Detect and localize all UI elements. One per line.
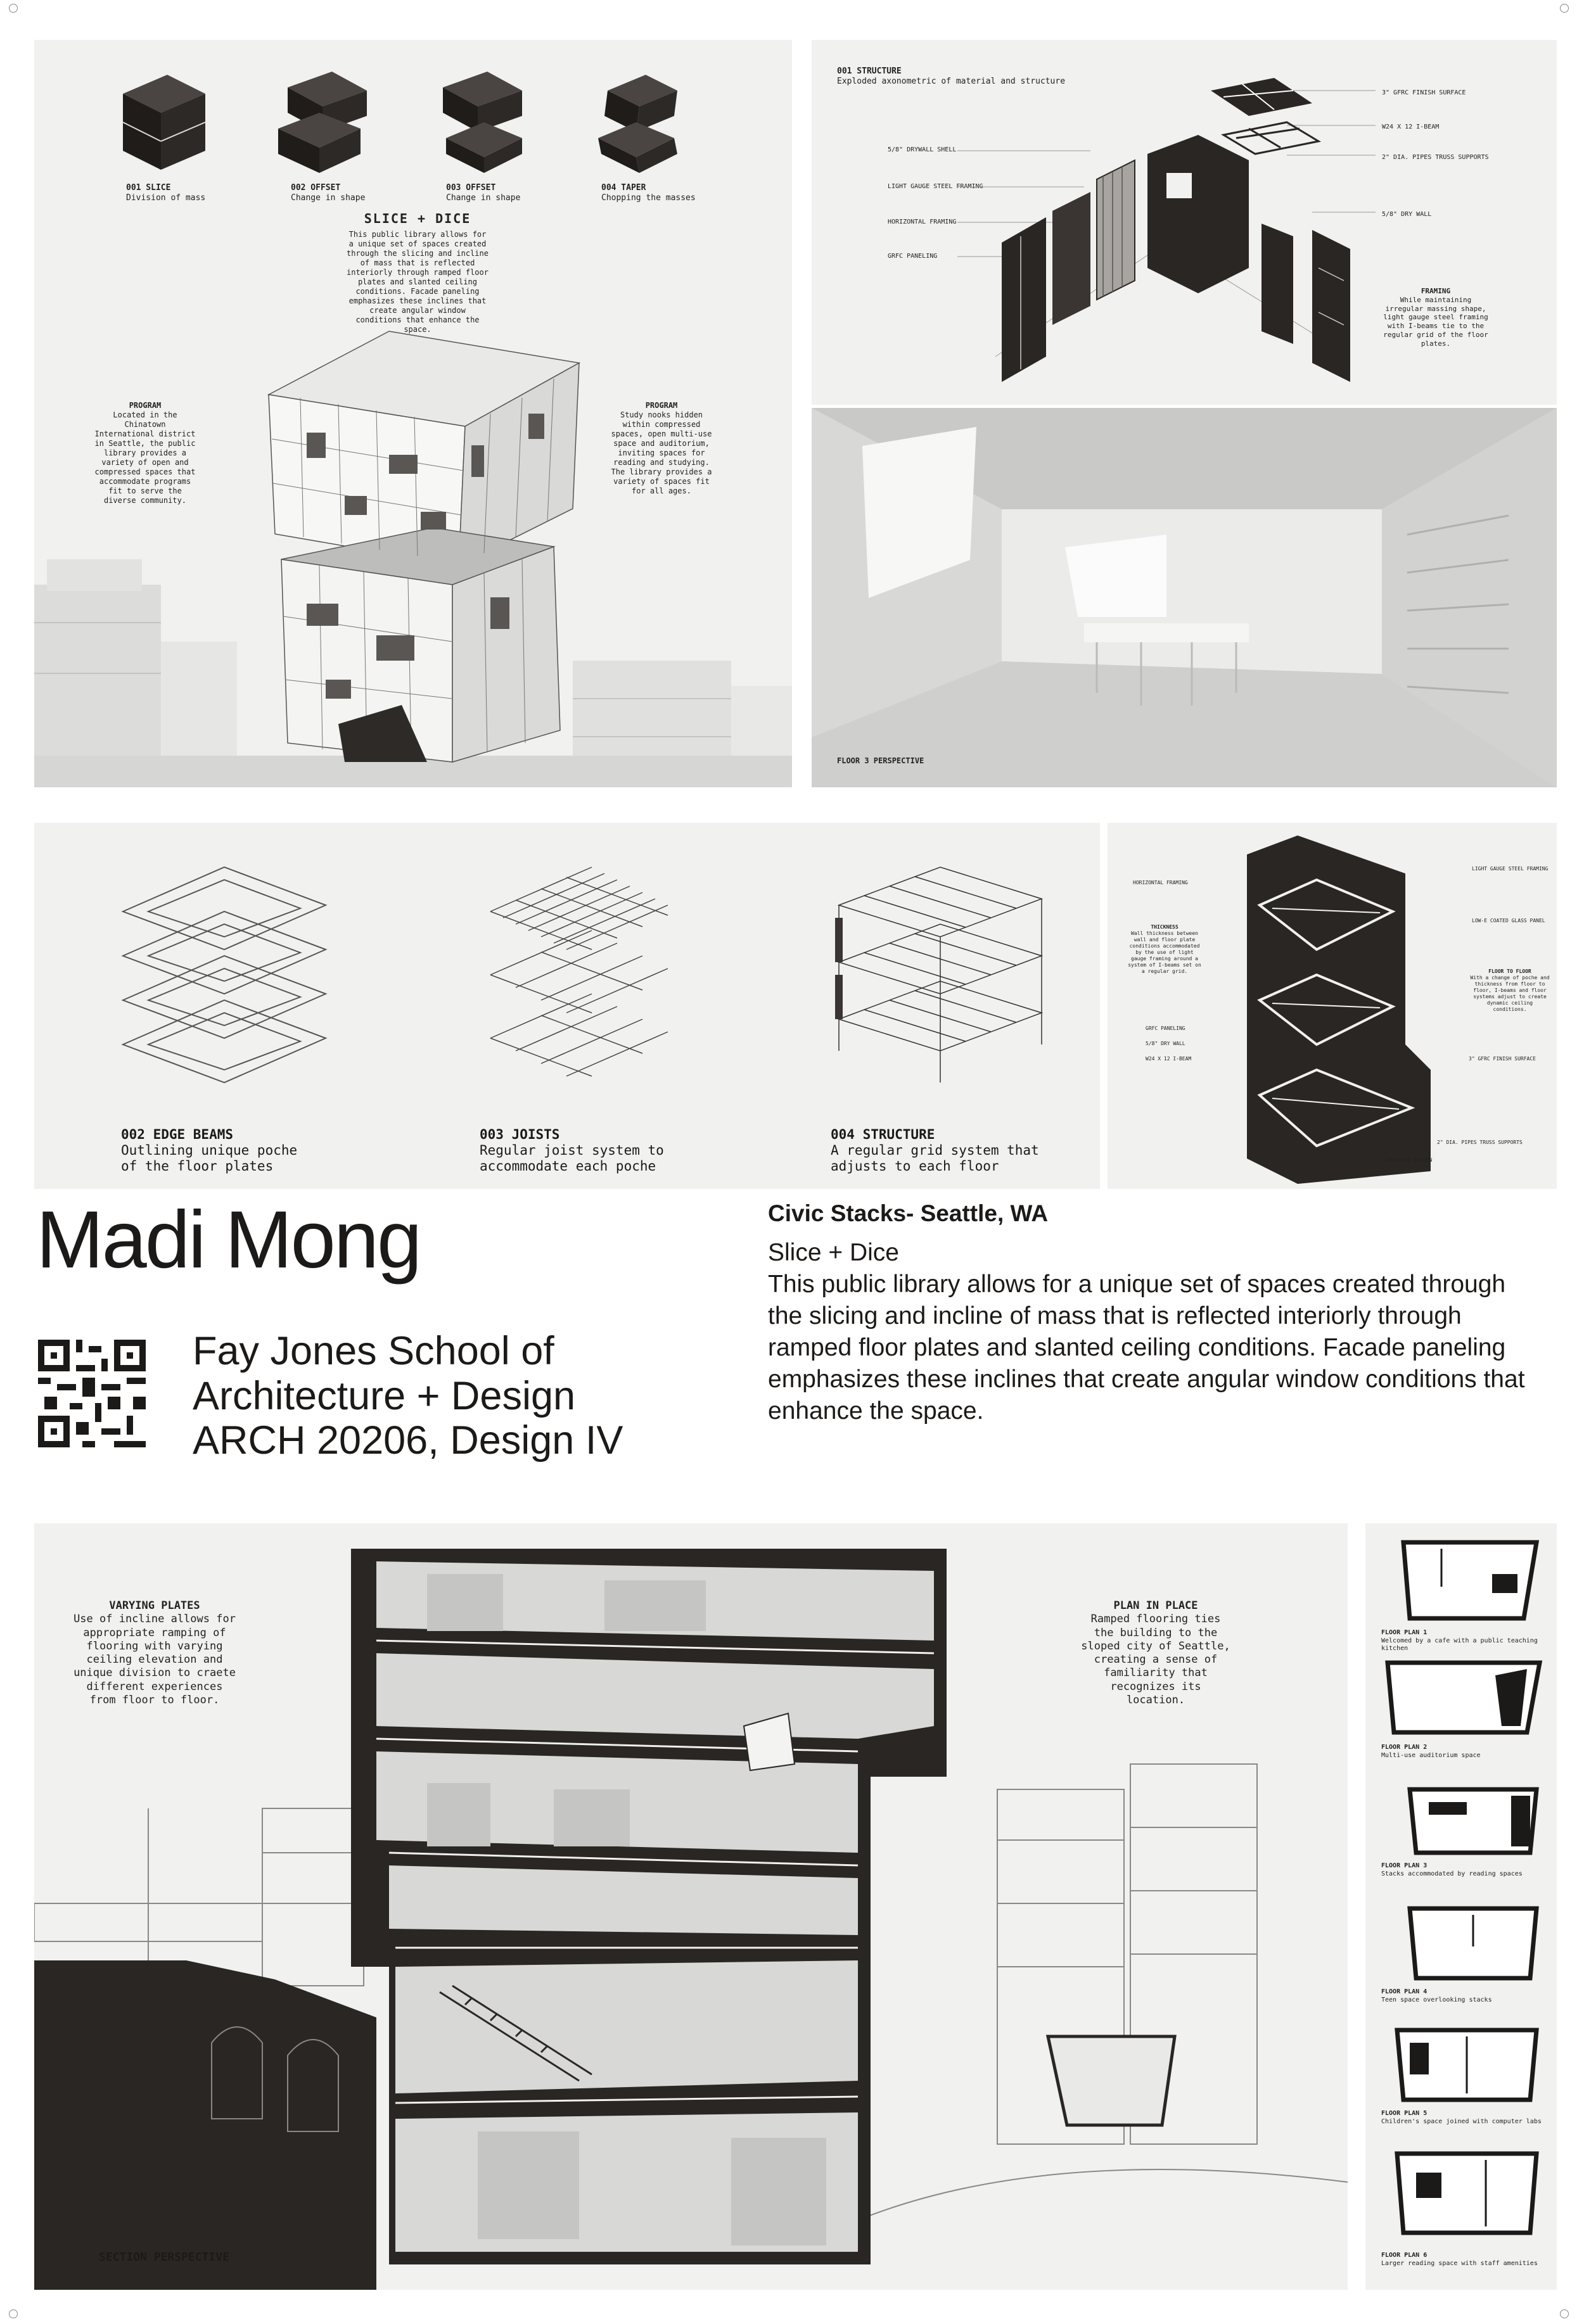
project-info <box>768 1200 1541 1426</box>
label-dry-wall: 5/8" DRY WALL <box>1382 211 1432 218</box>
joists-title: 003 JOISTS <box>480 1127 560 1142</box>
building-exterior-render <box>262 319 592 787</box>
floor-to-floor-note <box>1469 968 1551 1013</box>
label-horizontal-framing: HORIZONTAL FRAMING <box>888 219 957 225</box>
concept-title: SLICE + DICE <box>364 211 471 226</box>
structure-grid-desc: A regular grid system that adjusts to each floor <box>831 1143 1039 1174</box>
floor-plan-1-drawing <box>1397 1536 1543 1625</box>
floor-plan-desc: Multi-use auditorium space <box>1381 1751 1481 1759</box>
step-title: 003 OFFSET <box>446 183 496 193</box>
varying-plates-text: Use of incline allows for appropriate ramping of flooring with varying ceiling elevation and unique division to craete different experiences from floor to floor. <box>73 1613 236 1706</box>
qr-code[interactable] <box>38 1340 146 1447</box>
school-line-1: Fay Jones School of <box>193 1329 554 1373</box>
floor-plan-desc: Children's space joined with computer labs <box>1381 2118 1542 2125</box>
concept-text: This public library allows for a unique set of spaces created through the slicing and incline of mass that is reflected interiorly through ramped floor plates and slanted ceiling conditions. Facade paneling emphasizes these inclines that create angular window conditions that enhance the space. <box>347 230 489 334</box>
massing-diagram-slice <box>117 68 212 176</box>
label-ibeam: W24 X 12 I-BEAM <box>1382 124 1440 130</box>
course-line: ARCH 20206, Design IV <box>193 1418 623 1463</box>
floor-plan-title: FLOOR PLAN 2 <box>1381 1744 1428 1751</box>
school-line-2: Architecture + Design <box>193 1373 576 1418</box>
interior-perspective-panel <box>812 408 1557 787</box>
label-concrete-column: CONCRETE COLUMN <box>1386 1157 1433 1163</box>
floor-plan-6-caption <box>1381 2252 1538 2268</box>
framing-note <box>1382 287 1490 348</box>
step-title: 004 TAPER <box>601 183 646 193</box>
floor-plan-3-drawing <box>1403 1783 1543 1859</box>
label-grfc: GRFC PANELING <box>1146 1025 1185 1031</box>
edge-beams-caption <box>121 1127 298 1175</box>
structure-grid-diagram <box>826 861 1054 1089</box>
interior-render <box>812 408 1557 787</box>
label-light-gauge: LIGHT GAUGE STEEL FRAMING <box>1472 866 1549 872</box>
thickness-title: THICKNESS <box>1151 924 1178 930</box>
program-right-title: PROGRAM <box>645 401 678 410</box>
label-grfc-paneling: GRFC PANELING <box>888 253 938 260</box>
floor-plan-5-drawing <box>1391 2024 1543 2106</box>
structure-grid-title: 004 STRUCTURE <box>831 1127 935 1142</box>
plan-in-place-note <box>1080 1599 1232 1707</box>
label-low-e-glass: LOW-E COATED GLASS PANEL <box>1472 918 1545 924</box>
project-subtitle: Slice + Dice <box>768 1239 899 1266</box>
floor-plan-6-drawing <box>1391 2147 1543 2239</box>
floor-plan-4-caption <box>1381 1988 1492 2004</box>
floor-plan-desc: Welcomed by a cafe with a public teaching kitchen <box>1381 1637 1538 1652</box>
floor-plan-4-drawing <box>1403 1902 1543 1984</box>
program-left-title: PROGRAM <box>129 401 162 410</box>
varying-plates-note <box>72 1599 237 1707</box>
program-left <box>94 401 196 505</box>
massing-diagram-offset-1 <box>275 68 370 176</box>
label-drywall: 5/8" DRY WALL <box>1146 1041 1185 1046</box>
systems-panel <box>34 823 1100 1189</box>
floor-plan-1-caption <box>1381 1629 1557 1653</box>
program-left-text: Located in the Chinatown International district in Seattle, the public library provides a variety of open and compressed spaces that accommodate programs fit to serve the diverse community. <box>94 410 196 505</box>
label-gfrc-finish: 3" GFRC FINISH SURFACE <box>1382 89 1466 96</box>
thickness-note <box>1127 924 1203 975</box>
floor-plan-title: FLOOR PLAN 5 <box>1381 2110 1428 2117</box>
section-label: SECTION PERSPECTIVE <box>99 2251 229 2264</box>
structure-panel <box>812 40 1557 405</box>
floor-plan-desc: Larger reading space with staff amenities <box>1381 2259 1538 2267</box>
exploded-axonometric <box>957 78 1376 395</box>
wall-section-drawing <box>1222 829 1450 1184</box>
program-right <box>611 401 712 496</box>
edge-beams-desc: Outlining unique poche of the floor plates <box>121 1143 298 1174</box>
joists-diagram <box>478 861 706 1089</box>
plan-in-place-title: PLAN IN PLACE <box>1113 1599 1198 1612</box>
step-002-label <box>291 183 365 204</box>
registration-mark <box>1560 4 1569 13</box>
floor-to-floor-text: With a change of poche and thickness from floor to floor, I-beams and floor systems adjust to create dynamic ceiling conditions. <box>1470 975 1550 1012</box>
structure-caption <box>831 1127 1046 1175</box>
plan-in-place-text: Ramped flooring ties the building to the sloped city of Seattle, creating a sense of familiarity that recognizes its location. <box>1081 1613 1230 1706</box>
step-desc: Chopping the masses <box>601 193 696 203</box>
floor-plans-panel <box>1365 1523 1557 2290</box>
registration-mark <box>9 2309 18 2318</box>
floor-plan-desc: Stacks accommodated by reading spaces <box>1381 1870 1523 1877</box>
joists-caption <box>480 1127 670 1175</box>
label-gfrc-surface: 3" GFRC FINISH SURFACE <box>1469 1056 1536 1062</box>
label-drywall-shell: 5/8" DRYWALL SHELL <box>888 146 957 153</box>
perspective-label: FLOOR 3 PERSPECTIVE <box>837 756 924 765</box>
joists-desc: Regular joist system to accommodate each poche <box>480 1143 664 1174</box>
registration-mark <box>9 4 18 13</box>
varying-plates-title: VARYING PLATES <box>109 1599 200 1612</box>
label-ibeam: W24 X 12 I-BEAM <box>1146 1056 1192 1062</box>
label-pipe-supports: 2" DIA. PIPES TRUSS SUPPORTS <box>1437 1140 1523 1145</box>
edge-beams-title: 002 EDGE BEAMS <box>121 1127 234 1142</box>
school-info <box>193 1329 623 1463</box>
project-description: This public library allows for a unique set of spaces created through the slicing and incline of mass that is reflected interiorly through ramped floor plates and slanted ceiling conditions. Facade paneling emphasizes these inclines that create angular window conditions that enhance the space. <box>768 1270 1525 1425</box>
step-001-label <box>126 183 205 204</box>
floor-plan-title: FLOOR PLAN 4 <box>1381 1988 1428 1995</box>
floor-to-floor-title: FLOOR TO FLOOR <box>1488 968 1531 974</box>
framing-text: While maintaining irregular massing shape, light gauge steel framing with I-beams tie to the regular grid of the floor plates. <box>1383 295 1488 348</box>
step-003-label <box>446 183 520 204</box>
label-pipe-truss: 2" DIA. PIPES TRUSS SUPPORTS <box>1382 154 1489 161</box>
step-desc: Change in shape <box>446 193 521 203</box>
floor-plan-3-caption <box>1381 1862 1523 1878</box>
step-desc: Division of mass <box>126 193 206 203</box>
floor-plan-5-caption <box>1381 2110 1542 2126</box>
massing-panel <box>34 40 792 787</box>
structure-subtitle: Exploded axonometric of material and structure <box>837 77 1066 87</box>
massing-diagram-offset-2 <box>433 68 528 176</box>
structure-title: 001 STRUCTURE <box>837 67 902 76</box>
author-name: Madi Mong <box>36 1195 421 1285</box>
massing-diagram-taper <box>592 68 687 176</box>
label-horizontal-framing: HORIZONTAL FRAMING <box>1133 880 1188 886</box>
project-title: Civic Stacks- Seattle, WA <box>768 1200 1049 1226</box>
section-panel <box>34 1523 1348 2290</box>
registration-mark <box>1560 2309 1569 2318</box>
step-004-label <box>601 183 696 204</box>
floor-plan-desc: Teen space overlooking stacks <box>1381 1996 1492 2003</box>
thickness-text: Wall thickness between wall and floor plate conditions accommodated by the use of light gauge framing around a system of I-beams set on a regular grid. <box>1128 930 1201 974</box>
floor-plan-title: FLOOR PLAN 3 <box>1381 1862 1428 1869</box>
step-title: 002 OFFSET <box>291 183 341 193</box>
program-right-text: Study nooks hidden within compressed spaces, open multi-use space and auditorium, inviting spaces for reading and studying. The library provides a variety of spaces fit for all ages. <box>611 410 712 495</box>
floor-plan-2-caption <box>1381 1744 1481 1760</box>
framing-title: FRAMING <box>1421 287 1451 295</box>
label-steel-framing: LIGHT GAUGE STEEL FRAMING <box>888 183 983 190</box>
floor-plan-title: FLOOR PLAN 1 <box>1381 1629 1428 1636</box>
step-desc: Change in shape <box>291 193 366 203</box>
floor-plan-2-drawing <box>1381 1656 1546 1739</box>
edge-beams-diagram <box>110 861 338 1089</box>
wall-section-panel <box>1108 823 1557 1189</box>
floor-plan-title: FLOOR PLAN 6 <box>1381 2252 1428 2259</box>
step-title: 001 SLICE <box>126 183 171 193</box>
